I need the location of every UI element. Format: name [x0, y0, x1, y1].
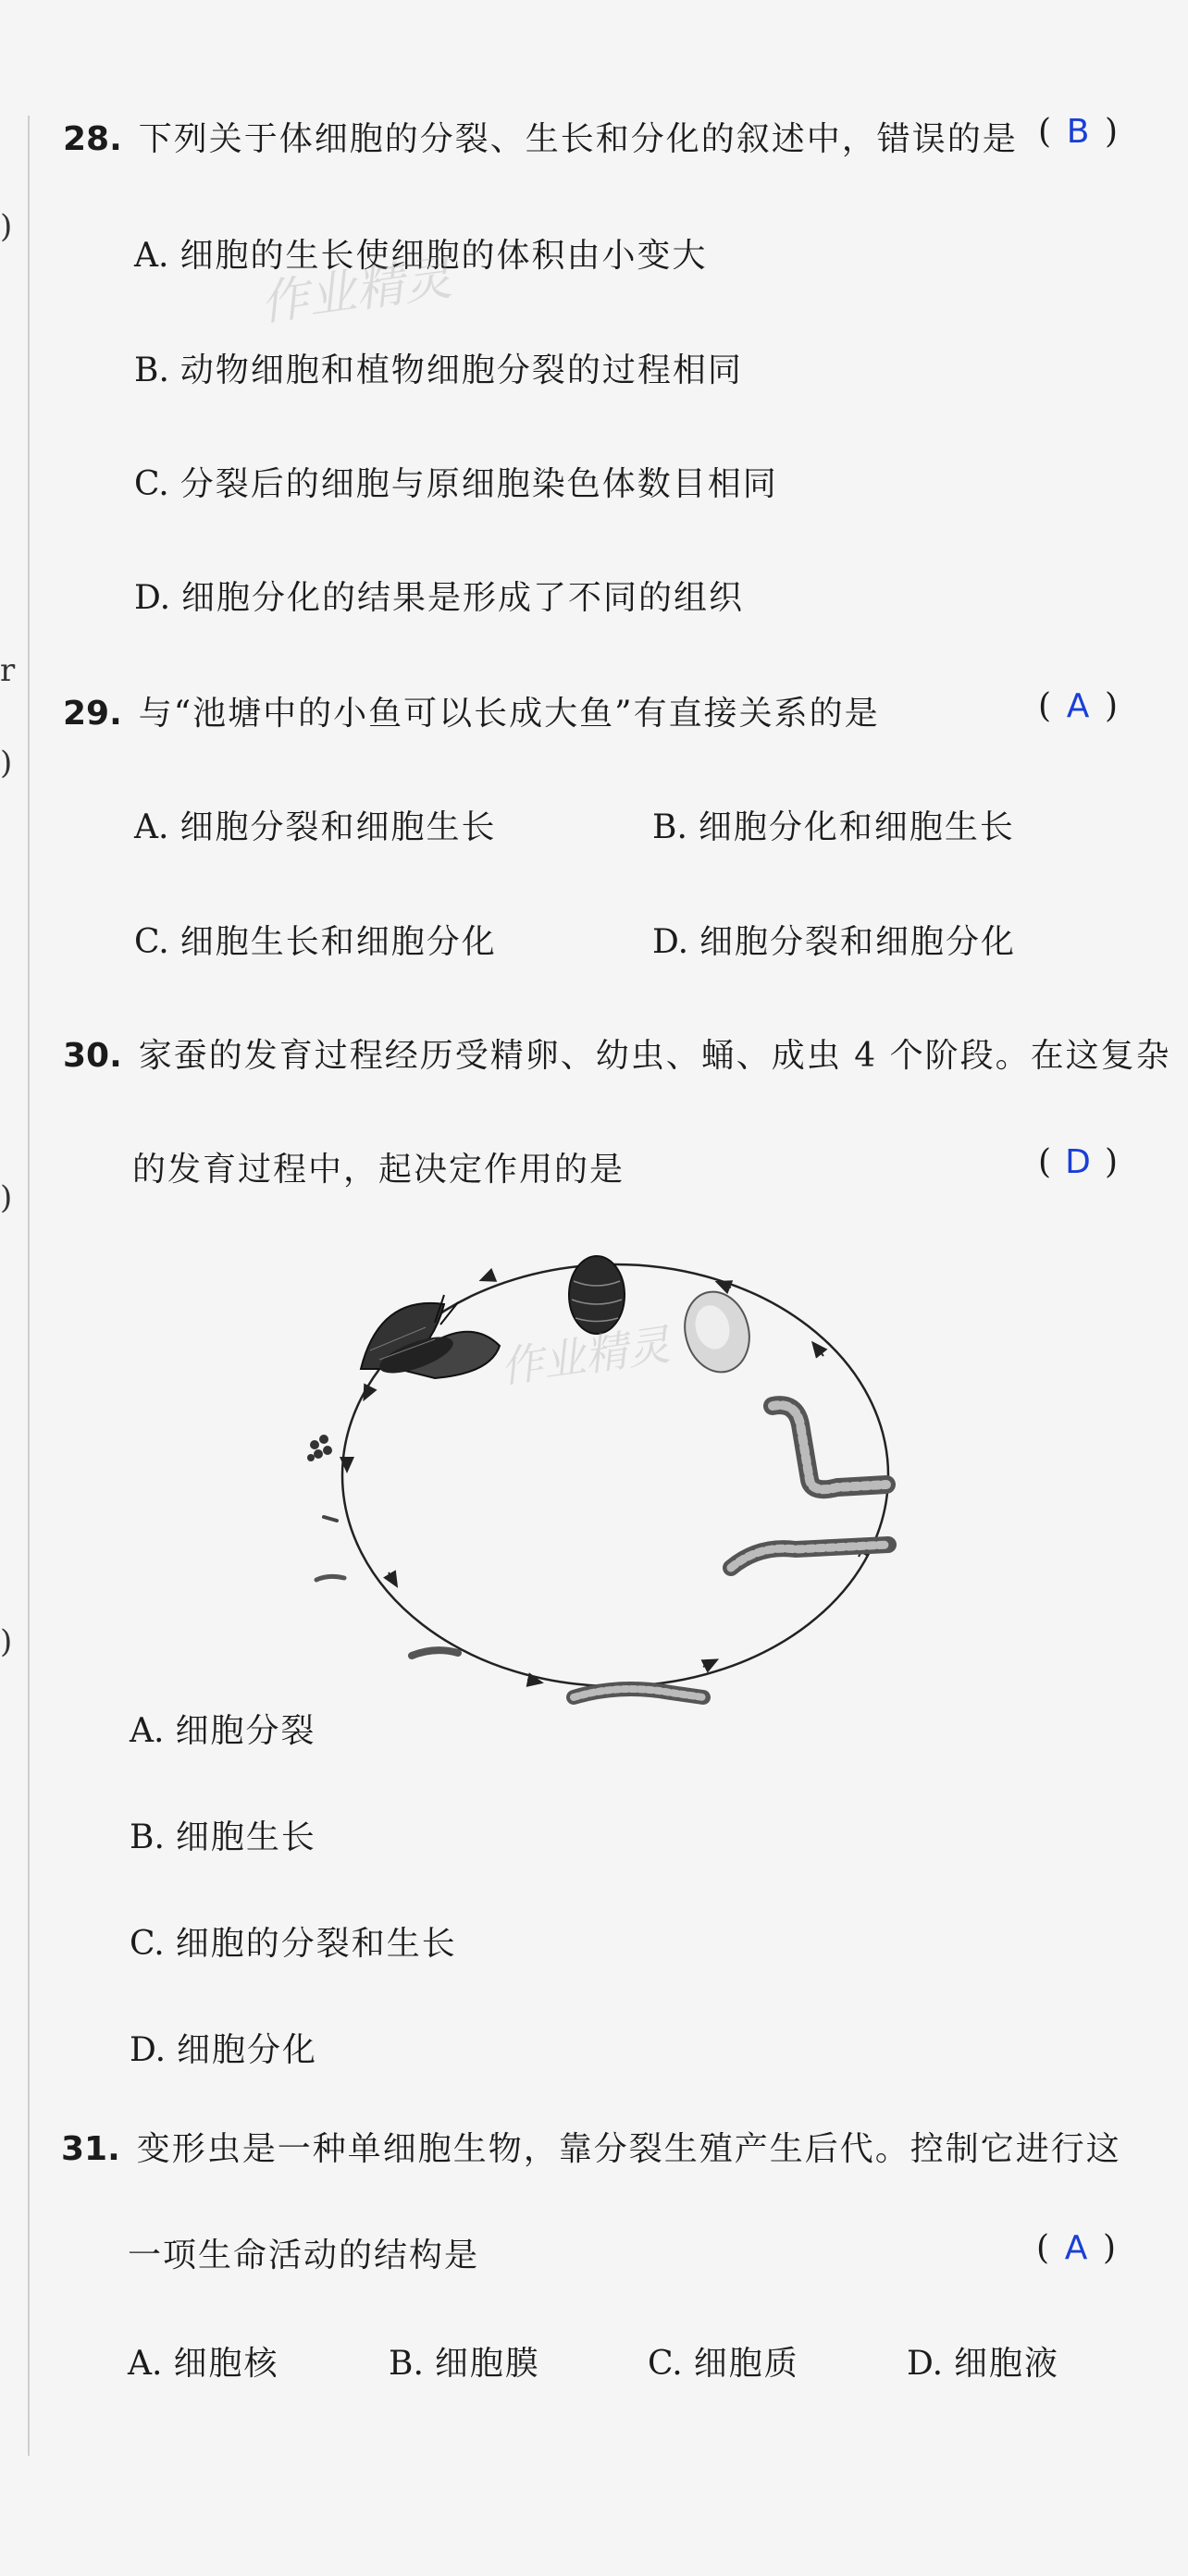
option-d[interactable] [130, 2024, 317, 2071]
edge-mark: ) [0, 208, 13, 245]
option-text: 细胞液 [954, 2345, 1060, 2383]
option-label: D. [130, 2031, 167, 2069]
tiny-larva-icon [316, 1576, 344, 1580]
option-text: 细胞分裂 [175, 1712, 316, 1750]
option-text: 细胞的生长使细胞的体积由小变大 [179, 237, 708, 275]
margin-line [28, 116, 30, 2456]
option-a[interactable] [134, 801, 496, 848]
option-text: 细胞分化的结果是形成了不同的组织 [181, 579, 745, 617]
option-a[interactable] [130, 1705, 316, 1752]
larva-icon [731, 1545, 888, 1568]
answer-letter: A [1064, 2229, 1088, 2267]
question-30-stem [63, 1029, 1171, 1077]
option-text: 细胞生长 [175, 1818, 316, 1856]
option-text: 细胞分裂和细胞生长 [179, 808, 497, 846]
option-label: B. [130, 1818, 165, 1856]
question-30-stem-line2: 的发育过程中，起决定作用的是 [132, 1151, 625, 1189]
answer-bracket: ( D ) [1038, 1143, 1119, 1181]
edge-mark: r [0, 652, 16, 689]
option-label: C. [130, 1925, 165, 1963]
answer-bracket: ( A ) [1036, 2229, 1117, 2267]
arrow-icon [486, 1276, 490, 1278]
hatchling-icon [324, 1517, 337, 1521]
option-label: B. [652, 808, 687, 846]
watermark: 作业精灵 [256, 250, 455, 333]
question-number: 29. [63, 695, 122, 733]
option-label: A. [134, 237, 169, 275]
arrow-icon [816, 1347, 823, 1356]
small-larva-icon [412, 1650, 458, 1656]
option-text: 细胞质 [693, 2345, 799, 2383]
eggs-icon [307, 1435, 332, 1461]
moth-icon [361, 1295, 500, 1381]
watermark: 作业精灵 [497, 1319, 674, 1393]
option-label: A. [128, 2345, 163, 2383]
option-label: A. [134, 808, 169, 846]
edge-mark: ) [0, 745, 13, 782]
option-label: A. [130, 1712, 165, 1750]
question-number: 30. [63, 1037, 122, 1075]
option-d[interactable] [907, 2337, 1059, 2385]
silkworm-life-cycle-diagram [305, 1239, 925, 1711]
option-d[interactable] [652, 916, 1016, 963]
option-label: B. [389, 2345, 424, 2383]
option-label: C. [134, 465, 169, 503]
option-c[interactable] [648, 2337, 799, 2385]
option-c[interactable] [134, 916, 497, 963]
cocoon-icon [676, 1285, 758, 1380]
edge-mark: ) [0, 1179, 13, 1216]
option-text: 细胞的分裂和生长 [175, 1925, 457, 1963]
option-b[interactable] [652, 801, 1015, 848]
question-text: 变形虫是一种单细胞生物，靠分裂生殖产生后代。控制它进行这 [136, 2130, 1121, 2168]
option-c[interactable] [134, 458, 778, 505]
option-label: C. [134, 923, 169, 961]
answer-letter: B [1066, 113, 1090, 151]
option-label: D. [134, 579, 171, 617]
option-text: 动物细胞和植物细胞分裂的过程相同 [179, 351, 743, 389]
option-d[interactable] [134, 572, 744, 619]
arrow-icon [703, 1662, 712, 1667]
option-label: D. [907, 2345, 944, 2383]
arrow-icon [527, 1680, 537, 1682]
option-a[interactable] [128, 2337, 278, 2385]
question-text: 与“池塘中的小鱼可以长成大鱼”有直接关系的是 [138, 695, 880, 733]
answer-letter: A [1066, 687, 1090, 725]
option-label: D. [652, 923, 689, 961]
option-text: 细胞分化和细胞生长 [698, 808, 1015, 846]
option-label: B. [134, 351, 169, 389]
option-text: 分裂后的细胞与原细胞染色体数目相同 [179, 465, 778, 503]
question-31-stem [61, 2123, 1121, 2170]
question-31-stem-line2: 一项生命活动的结构是 [128, 2237, 480, 2274]
larva-icon [773, 1405, 886, 1489]
option-c[interactable] [130, 1917, 457, 1965]
larva-icon [574, 1689, 703, 1697]
option-text: 细胞膜 [434, 2345, 540, 2383]
question-28-stem [63, 113, 1018, 160]
option-text: 细胞生长和细胞分化 [179, 923, 497, 961]
question-text: 下列关于体细胞的分裂、生长和分化的叙述中，错误的是 [138, 120, 1018, 158]
option-text: 细胞分裂和细胞分化 [699, 923, 1017, 961]
option-label: C. [648, 2345, 683, 2383]
option-b[interactable] [130, 1811, 316, 1858]
option-text: 细胞核 [173, 2345, 279, 2383]
option-text: 细胞分化 [177, 2031, 318, 2069]
option-b[interactable] [134, 344, 743, 391]
option-b[interactable] [389, 2337, 540, 2385]
edge-mark: ) [0, 1623, 13, 1660]
question-29-stem [63, 687, 880, 734]
answer-letter: D [1065, 1143, 1091, 1181]
question-number: 28. [63, 120, 122, 158]
arrow-icon [389, 1572, 394, 1582]
answer-bracket: ( A ) [1038, 687, 1119, 725]
answer-bracket: ( B ) [1038, 113, 1119, 151]
question-text: 家蚕的发育过程经历受精卵、幼虫、蛹、成虫 4 个阶段。在这复杂 [138, 1037, 1171, 1075]
question-number: 31. [61, 2130, 120, 2168]
